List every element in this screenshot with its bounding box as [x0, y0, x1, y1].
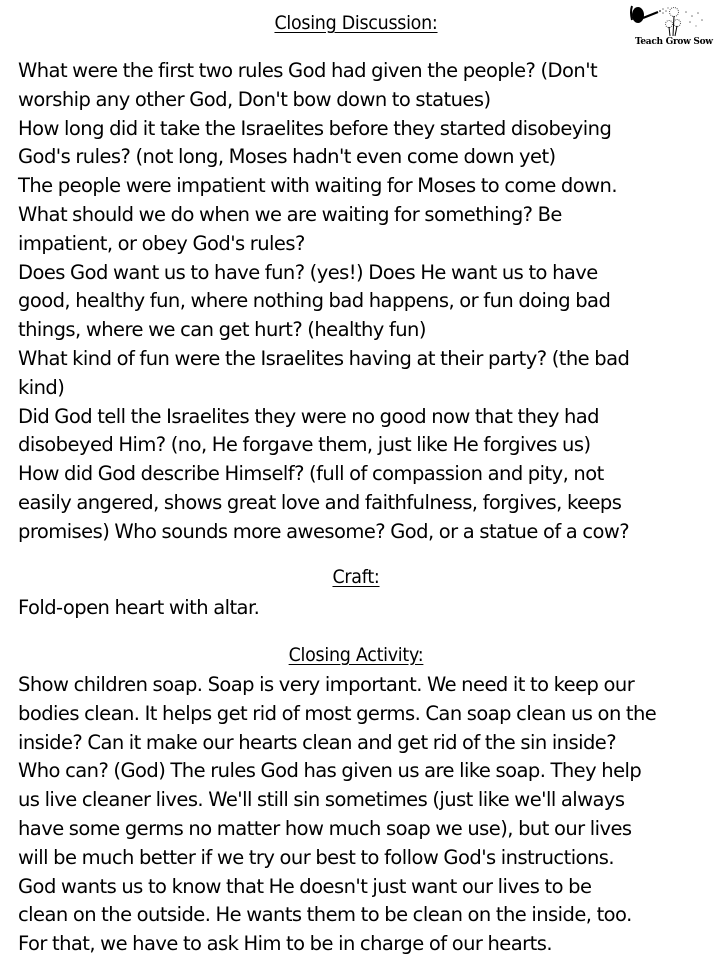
text-line: impatient, or obey God's rules?: [18, 231, 305, 255]
text-line: Who can? (God) The rules God has given us are like soap. They help: [18, 759, 642, 783]
text-line: Did God tell the Israelites they were no good now that they had: [18, 404, 599, 428]
craft-heading: Craft:: [332, 566, 380, 588]
text-line: us live cleaner lives. We'll still sin sometimes (just like we'll always: [18, 788, 625, 812]
closing-discussion-heading: Closing Discussion:: [274, 12, 438, 34]
text-line: What kind of fun were the Israelites having at their party? (the bad: [18, 346, 630, 370]
text-line: bodies clean. It helps get rid of most germs. Can soap clean us on the: [18, 701, 657, 725]
text-line: have some germs no matter how much soap we use), but our lives: [18, 816, 632, 840]
text-line: Does God want us to have fun? (yes!) Does He want us to have: [18, 260, 598, 284]
text-line: The people were impatient with waiting for Moses to come down.: [18, 174, 617, 198]
closing-activity-heading: Closing Activity:: [288, 644, 424, 666]
closing-activity-body: [18, 671, 718, 959]
text-line: things, where we can get hurt? (healthy fun): [18, 318, 426, 342]
text-line: What should we do when we are waiting for something? Be: [18, 202, 562, 226]
text-line: How long did it take the Israelites before they started disobeying: [18, 116, 612, 140]
text-line: God wants us to know that He doesn't just want our lives to be: [18, 874, 592, 898]
text-line: clean on the outside. He wants them to be clean on the inside, too.: [18, 903, 632, 927]
text-line: inside? Can it make our hearts clean and get rid of the sin inside?: [18, 730, 617, 754]
text-line: God's rules? (not long, Moses hadn't even come down yet): [18, 145, 556, 169]
text-line: How did God describe Himself? (full of compassion and pity, not: [18, 462, 604, 486]
closing-discussion-body: [18, 57, 718, 547]
text-line: easily angered, shows great love and faithfulness, forgives, keeps: [18, 490, 622, 514]
text-line: disobeyed Him? (no, He forgave them, just like He forgives us): [18, 433, 591, 457]
text-line: will be much better if we try our best to follow God's instructions.: [18, 845, 615, 869]
logo-text: Teach Grow Sow: [635, 37, 713, 47]
text-line: promises) Who sounds more awesome? God, or a statue of a cow?: [18, 519, 630, 543]
text-line: Fold-open heart with altar.: [18, 596, 260, 619]
text-line: good, healthy fun, where nothing bad happens, or fun doing bad: [18, 289, 611, 313]
text-line: Show children soap. Soap is very important. We need it to keep our: [18, 673, 635, 696]
text-line: worship any other God, Don't bow down to statues): [18, 87, 491, 111]
text-line: What were the first two rules God had given the people? (Don't: [18, 59, 598, 82]
text-line: For that, we have to ask Him to be in charge of our hearts.: [18, 932, 552, 956]
craft-body: [18, 594, 718, 623]
text-line: kind): [18, 375, 65, 399]
